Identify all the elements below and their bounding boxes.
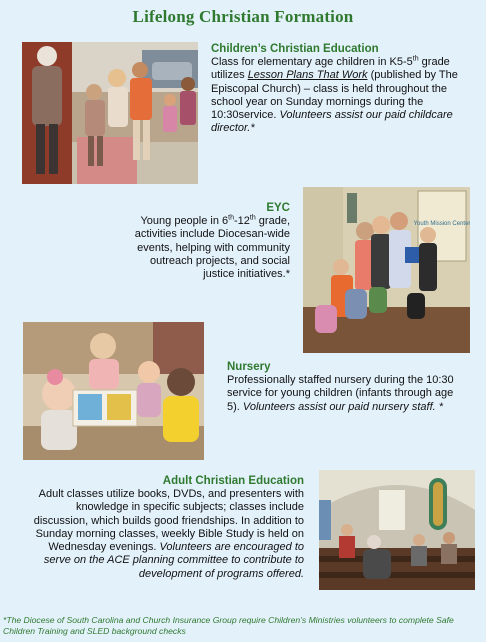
adult-education-heading: Adult Christian Education [162, 475, 304, 487]
page-title: Lifelong Christian Formation [132, 7, 354, 26]
poster-text: Youth Mission Center [413, 221, 470, 227]
eyc-section [130, 201, 290, 281]
eyc-heading: EYC [266, 202, 290, 214]
nursery-heading: Nursery [227, 361, 271, 373]
eyc-group-photo [303, 187, 470, 353]
lesson-plans-link[interactable]: Lesson Plans That Work [247, 69, 368, 82]
footnote: *The Diocese of South Carolina and Church Insurance Group require Children’s Ministries volunteers to complete Safe Children Training and SLED background checks [3, 615, 454, 636]
eyc-text: Young people in 6th-12th grade, activities include Diocesan-wide events, helping with community outreach projects, and social justice initiatives.* [134, 214, 290, 281]
nursery-photo [23, 322, 204, 460]
children-education-heading: Children’s Christian Education [211, 43, 379, 55]
children-education-section [211, 42, 479, 136]
adult-education-section [20, 474, 304, 581]
children-education-photo [22, 42, 198, 184]
children-education-text: Class for elementary age children in K5-5th grade utilizes Lesson Plans That Work (published by The Episcopal Church) – class is held throughout the school year on Sunday mornings during the 10:30service. Volunteers assist our paid childcare director.* [211, 55, 458, 135]
adult-education-photo [319, 470, 475, 590]
nursery-text: Professionally staffed nursery during the 10:30 service for young children (infants through age 5). Volunteers assist our paid nursery staff. * [227, 374, 454, 413]
nursery-section [227, 360, 467, 414]
adult-education-text: Adult classes utilize books, DVDs, and presenters with knowledge in specific subjects; classes include discussion, which builds good friendships. In addition to Sunday morning classes, weekly Bible Study is held on Wednesday evenings. Volunteers are encouraged to serve on the ACE planning committee to contribute to development of programs offered. [33, 488, 304, 580]
